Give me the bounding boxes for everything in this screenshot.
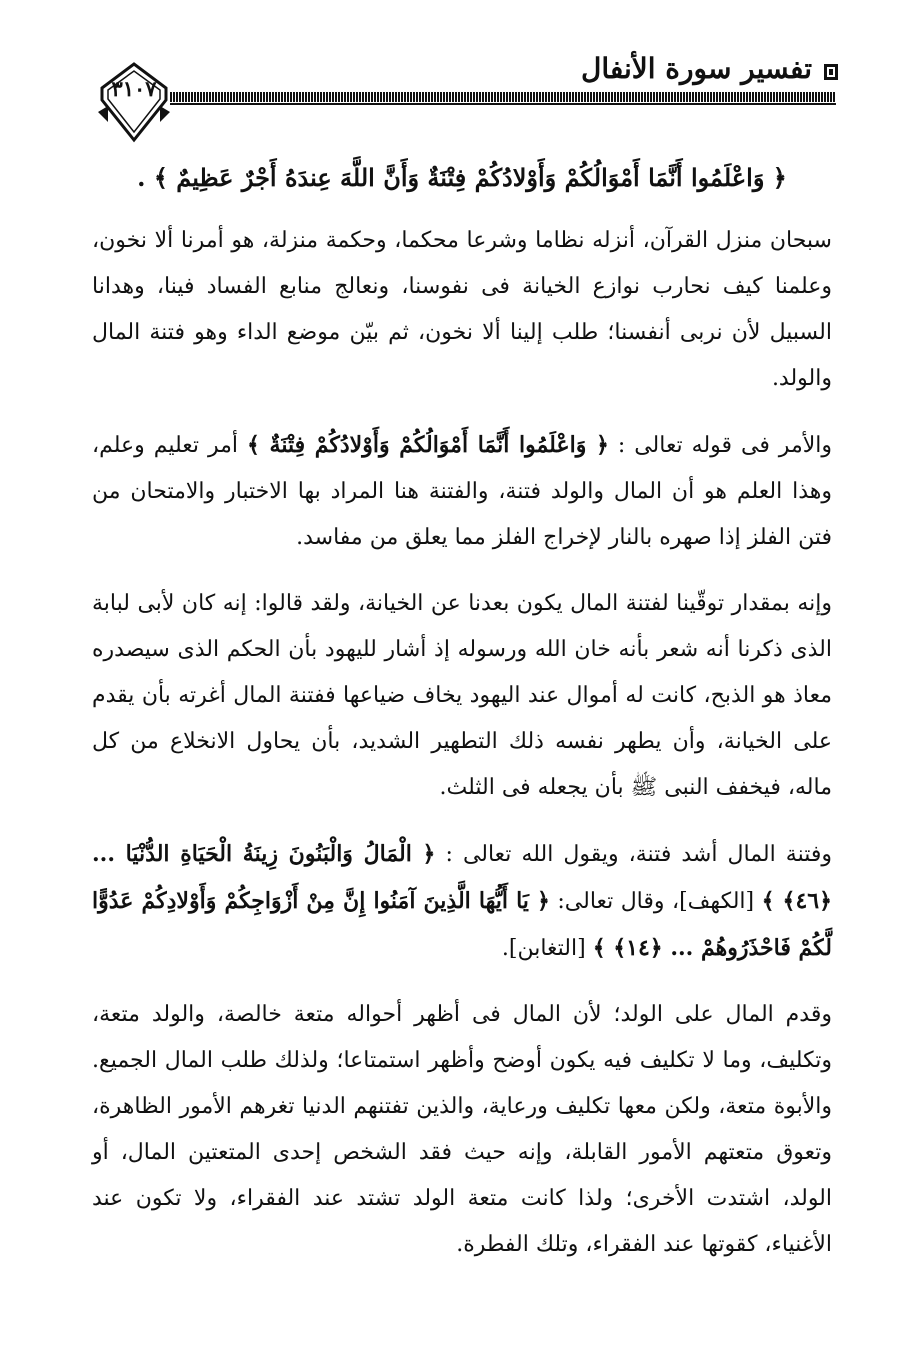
quran-quote: ﴿ يَا أَيُّهَا الَّذِينَ آمَنُوا إِنَّ مِنْ أَزْوَاجِكُمْ وَأَوْلادِكُمْ عَدُوًّا لَّكُمْ فَاحْذَرُوهُمْ ... ﴿١٤﴾ ﴾ <box>92 888 832 961</box>
header-rule-underline <box>170 103 836 105</box>
paragraph-text: والأمر فى قوله تعالى : <box>608 433 833 458</box>
paragraph-text: وفتنة المال أشد فتنة، ويقول الله تعالى : <box>435 842 832 867</box>
paragraph: سبحان منزل القرآن، أنزله نظاما وشرعا محكما، وحكمة منزلة، هو أمرنا ألا نخون، وعلمنا كيف نحارب نوازع الخيانة فى نفوسنا، ونعالج منابع الفساد فينا، وهدانا السبيل لأن نربى أنفسنا؛ طلب إلينا ألا نخون، ثم بيّن موضع الداء وهو فتنة المال والولد. <box>92 228 832 391</box>
surah-reference: [الكهف]، وقال تعالى: <box>549 889 762 914</box>
book-title: تفسير سورة الأنفال <box>580 52 812 85</box>
page-body <box>92 150 832 1288</box>
page-number: ٣١٠٧ <box>111 76 157 101</box>
ornament-icon <box>822 62 840 82</box>
paragraph <box>92 422 832 561</box>
paragraph: وقدم المال على الولد؛ لأن المال فى أظهر أحواله متعة خالصة، والولد متعة، وتكليف، وما لا تكليف فيه يكون أوضح وأظهر استمتاعا؛ ولذلك طلب المال الجميع. والأبوة متعة، ولكن معها تكليف ورعاية، والذين تفتنهم الدنيا تغرهم الأمور الظاهرة، وتعوق متعتهم الأمور القابلة، وإنه حيث فقد الشخص إحدى المتعتين المال، أو الولد، اشتدت الأخرى؛ ولذا كانت متعة الولد تشتد عند الفقراء، ولا تكون عند الأغنياء، كقوتها عند الفقراء، وتلك الفطرة. <box>92 1002 832 1257</box>
quran-quote: ﴿ وَاعْلَمُوا أَنَّمَا أَمْوَالُكُمْ وَأَوْلادُكُمْ فِتْنَةٌ ﴾ <box>247 432 609 458</box>
header-rule <box>170 92 836 102</box>
page-header <box>0 0 924 150</box>
quran-verse: ﴿ وَاعْلَمُوا أَنَّمَا أَمْوَالُكُمْ وَأَوْلادُكُمْ فِتْنَةٌ وَأَنَّ اللَّهَ عِندَهُ أَجْرٌ عَظِيمٌ ﴾ . <box>137 163 787 192</box>
quran-quote: ﴿ الْمَالُ وَالْبَنُونَ زِينَةُ الْحَيَاةِ الدُّنْيَا ... ﴿٤٦﴾ ﴾ <box>92 841 832 914</box>
paragraph: وإنه بمقدار توقّينا لفتنة المال يكون بعدنا عن الخيانة، ولقد قالوا: إنه كان لأبى لبابة الذى ذكرنا أنه شعر بأنه خان الله ورسوله إذ أشار لليهود بأن الحكم الذى سيصدره معاذ هو الذبح، كانت له أموال عند اليهود يخاف ضياعها ففتنة المال أغرته بأن يقدم على الخيانة، وأن يطهر نفسه ذلك التطهير الشديد، بأن يحاول الانخلاع من كل ماله، فيخفف النبى ﷺ بأن يجعله فى الثلث. <box>92 591 832 800</box>
paragraph-text: أمر تعليم وعلم، وهذا العلم هو أن المال والولد فتنة، والفتنة هنا المراد بها الاختبار والامتحان من فتن الفلز إذا صهره بالنار لإخراج الفلز مما يعلق من مفاسد. <box>92 433 832 550</box>
page-number-badge-icon <box>94 60 174 144</box>
surah-reference: [التغابن]. <box>501 936 593 961</box>
paragraph <box>92 831 832 972</box>
